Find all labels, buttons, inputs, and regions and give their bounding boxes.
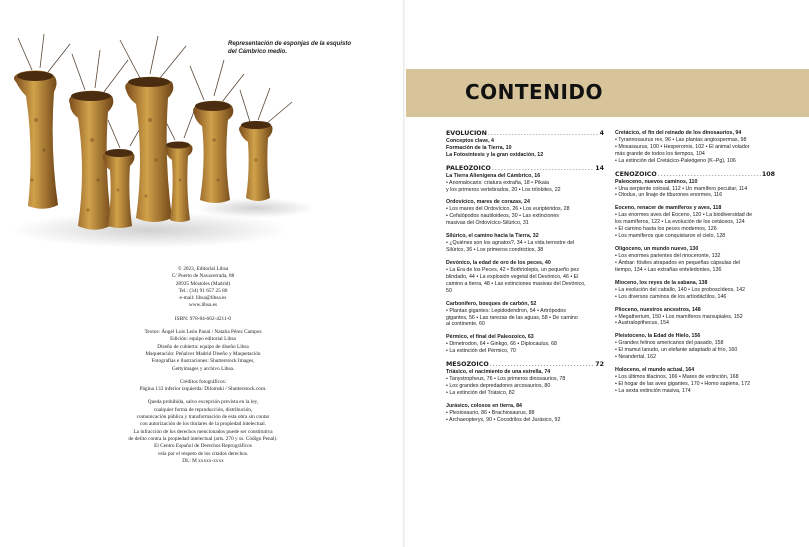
toc-line: • La Era de los Peces, 42 • Bothriolepis, un pequeño pez xyxy=(446,266,579,273)
section-title: CENOZOICO xyxy=(615,170,657,178)
toc-line: • La extinción del Pérmico, 70 xyxy=(446,348,516,355)
leader-dots xyxy=(488,130,599,138)
toc-line: La Fotosíntesis y la gran oxidación, 12 xyxy=(446,151,544,158)
credit-line: 28935 Móstoles (Madrid) xyxy=(175,280,231,287)
toc-entry xyxy=(446,233,604,254)
toc-line: • Otodus, un linaje de tiburones enormes, 116 xyxy=(615,192,723,199)
chapter-title: Eoceno, renacer de mamíferos y aves, 118 xyxy=(615,205,722,212)
toc-line: • Grandes felinos americanos del pasado, 158 xyxy=(615,340,724,347)
toc-entry xyxy=(615,367,775,395)
toc-entry xyxy=(446,403,604,424)
toc-line: Formación de la Tierra, 10 xyxy=(446,144,512,151)
illustration-caption xyxy=(228,40,378,56)
toc-entry xyxy=(615,246,775,274)
toc-line: Triásico, el nacimiento de una estrella, 74 xyxy=(446,369,551,376)
credit-line: de delito contra la propiedad intelectual (arts. 270 y ss. Código Penal). xyxy=(128,435,278,442)
toc-line: • Dimetrodon, 64 • Ginkgo, 66 • Diplocaulus, 68 xyxy=(446,341,557,348)
credit-line: C/ Puerto de Navacerrada, 88 xyxy=(171,273,235,280)
toc-column-2 xyxy=(615,130,775,401)
credit-line: DL: M xxxxx-xxxx xyxy=(182,457,224,464)
toc-line: • Tyrannosaurus rex, 96 • Las plantas angiospermas, 98 xyxy=(615,137,747,143)
chapter-title: Devónico, la edad de oro de los peces, 40 xyxy=(446,259,551,266)
section-page-number: 4 xyxy=(599,130,604,137)
credit-line: Queda prohibida, salvo excepción prevista en la ley, xyxy=(147,399,259,406)
toc-line: camino a tierra, 48 • Las extinciones masivas del Devónico, xyxy=(446,280,586,287)
toc-line: • Anomalocaris: criatura extraña, 18 • Pikaia xyxy=(446,179,549,186)
toc-line: al continente, 60 xyxy=(446,321,485,328)
toc-entry xyxy=(615,130,775,165)
toc-line: • Archaeopteryx, 90 • Cocodrilos del Jurásico, 92 xyxy=(446,416,561,423)
credit-line: www.libsa.es xyxy=(188,302,218,309)
chapter-title: Pleistoceno, la Edad de Hielo, 156 xyxy=(615,333,701,340)
toc-section-heading xyxy=(446,130,604,138)
credit-line: Diseño de cubierta: equipo de diseño Libsa xyxy=(157,343,249,350)
chapter-title: Oligoceno, un mundo nuevo, 130 xyxy=(615,245,699,252)
toc-line: • Los últimos tilacinos, 166 • Mares de extinción, 168 xyxy=(615,374,739,381)
credit-line: La infracción de los derechos mencionados puede ser constitutiva xyxy=(133,428,273,435)
chapter-title: Carbonífero, bosques de carbón, 52 xyxy=(446,300,537,307)
toc-entry xyxy=(615,333,775,361)
credit-line: Fotografías e ilustraciones: Shutterstock Images, xyxy=(151,358,255,365)
chapter-title: Jurásico, colosos en tierra, 84 xyxy=(446,402,522,409)
toc-line: blindado, 44 • La explosión vegetal del Devónico, 46 • El xyxy=(446,273,579,280)
credit-line: Gettyimages y archivo Libsa. xyxy=(171,365,235,372)
toc-entry xyxy=(615,171,775,200)
page-title: CONTENIDO xyxy=(465,80,604,104)
credit-line: © 2023, Editorial Libsa xyxy=(177,266,229,272)
toc-line: • Una serpiente colosal, 112 • Un mamífero peculiar, 114 xyxy=(615,185,748,192)
credit-line: ISBN: 978-84-662-4211-0 xyxy=(174,315,232,322)
credit-line: con autorización de los titulares de la propiedad intelectual. xyxy=(139,421,267,428)
toc-entry xyxy=(446,334,604,355)
toc-line: • Plesiosaurio, 86 • Brachiosaurus, 88 xyxy=(446,409,535,416)
legal-notice xyxy=(90,399,316,465)
toc-line: • Neandertal, 162 xyxy=(615,354,657,361)
credit-line: vela por el respeto de los citados derechos. xyxy=(157,450,249,457)
isbn xyxy=(90,316,316,323)
caption-line: Representación de esponjas de la esquisto xyxy=(228,41,352,47)
toc-line: • Los grandes depredadores arcosaurios, 80 xyxy=(446,382,551,389)
book-gutter xyxy=(403,0,405,547)
toc-line: • Australopithecus, 154 xyxy=(615,320,669,327)
toc-line: • Megatherium, 150 • Los mamíferos marsupiales, 152 xyxy=(615,313,743,320)
section-page-number: 72 xyxy=(595,361,604,369)
section-page-number: 108 xyxy=(761,170,775,178)
toc-line: • La extinción del Triásico, 82 xyxy=(446,389,515,396)
credit-line: Tel.: (34) 91 657 25 80 xyxy=(178,287,228,294)
toc-line: • Cefalópodos nautiloideos, 30 • Las extinciones xyxy=(446,213,559,220)
credits-block xyxy=(90,266,316,471)
toc-line: y los primeros vertebrados, 20 • Los trilobites, 22 xyxy=(446,186,561,193)
toc-section-heading xyxy=(615,171,775,179)
section-page-number: 14 xyxy=(595,164,604,172)
toc-line: • Los mares del Ordovícico, 26 • Los euriptéridos, 28 xyxy=(446,206,570,213)
credit-line: Maquetación: Peñalver Madrid Diseño y Maquetación xyxy=(145,350,261,357)
section-title: EVOLUCIÓN xyxy=(446,130,487,137)
toc-line: La Tierra Alienígena del Cámbrico, 16 xyxy=(446,172,541,179)
credit-line: e-mail: libsa@libsa.es xyxy=(179,295,227,302)
authors-info xyxy=(90,329,316,373)
section-title: MESOZOICO xyxy=(446,361,489,369)
sponges-illustration xyxy=(0,30,320,260)
credit-line: comunicación pública y transformación de esta obra sin contar xyxy=(136,414,270,421)
toc-line: Silúrico, 36 • Los primeros condrictios, 38 xyxy=(446,247,544,254)
chapter-title: Cretácico, el fin del reinado de los dinosaurios, 94 xyxy=(615,130,742,136)
chapter-title: Silúrico, el camino hacia la Tierra, 32 xyxy=(446,233,539,240)
credit-line: Página 133 inferior izquierda: Dilomski / Shutterstock.com. xyxy=(139,386,267,393)
toc-entry xyxy=(446,130,604,159)
chapter-title: Holoceno, el mundo actual, 164 xyxy=(615,367,695,374)
toc-line: más grande de todos los tiempos, 104 xyxy=(615,150,705,157)
leader-dots xyxy=(490,361,595,369)
toc-line: • El camino hasta los peces modernos, 126 xyxy=(615,226,717,233)
toc-line: • Mosasaurus, 100 • Hesperornis, 102 • El animal volador xyxy=(615,143,750,150)
toc-line: los mamíferos, 122 • La evolución de los cetáceos, 124 xyxy=(615,219,745,226)
toc-entry xyxy=(446,165,604,194)
credit-line: El Centro Español de Derechos Reprográficos xyxy=(154,443,252,450)
chapter-title: Plioceno, nuestros ancestros, 148 xyxy=(615,306,701,313)
photo-credits xyxy=(90,379,316,394)
caption-line: del Cámbrico medio. xyxy=(228,49,288,55)
chapter-title: Ordovícico, mares de corazas, 24 xyxy=(446,199,530,206)
toc-line: • Los enormes parientes del rinoceronte, 132 xyxy=(615,252,721,259)
credit-line: Edición: equipo editorial Libsa xyxy=(170,336,236,343)
publisher-info xyxy=(90,266,316,310)
toc-line: • Los mamíferos que conquistaron el cielo, 128 xyxy=(615,233,726,240)
toc-line: masivas del Ordovícico-Silúrico, 31 xyxy=(446,220,529,227)
toc-line: Conceptos clave, 4 xyxy=(446,138,494,144)
toc-line: • Ámbar: fósiles atrapados en pequeñas cápsulas del xyxy=(615,259,740,266)
toc-section-heading xyxy=(446,361,604,369)
toc-line: • La evolución del caballo, 140 • Los proboscídeos, 142 xyxy=(615,286,746,293)
credit-line: Créditos fotográficos: xyxy=(179,378,227,385)
section-title: PALEOZOICO xyxy=(446,164,491,172)
toc-entry xyxy=(615,205,775,240)
toc-entry xyxy=(446,361,604,397)
toc-line: tiempo, 134 • Las extrañas enteledontes, 136 xyxy=(615,266,722,273)
toc-column-1 xyxy=(446,130,604,430)
toc-section-heading xyxy=(446,165,604,173)
toc-line: • El hogar de las aves gigantes, 170 • Homo sapiens, 172 xyxy=(615,380,751,387)
credit-line: Textos: Ángel Luis León Panal / Natalia Pérez Campos xyxy=(144,329,262,336)
chapter-title: Pérmico, el final del Paleozoico, 63 xyxy=(446,334,534,341)
toc-entry xyxy=(615,280,775,301)
toc-line: Paleoceno, nuevos caminos, 110 xyxy=(615,178,698,185)
toc-entry xyxy=(446,260,604,295)
toc-line: • Los diversos caminos de los artiodáctilos, 146 xyxy=(615,293,727,300)
toc-entry xyxy=(446,199,604,227)
toc-entry xyxy=(446,301,604,329)
credit-line: cualquier forma de reproducción, distribución, xyxy=(153,406,253,413)
toc-line: • Tanystropheus, 76 • Los primeros dinosaurios, 78 xyxy=(446,376,566,383)
leader-dots xyxy=(658,171,761,179)
toc-line: • ¿Quiénes son los agnatos?, 34 • La vida terrestre del xyxy=(446,240,575,247)
toc-line: • Las enormes aves del Eoceno, 120 • La biodiversidad de xyxy=(615,212,753,219)
toc-line: gigantes, 56 • Las rarezas de las aguas, 58 • De camino xyxy=(446,314,578,321)
toc-line: • La sexta extinción masiva, 174 xyxy=(615,387,691,394)
toc-line: 50 xyxy=(446,287,452,294)
toc-line: • El mamut lanudo, un elefante adaptado al frío, 160 xyxy=(615,347,738,354)
toc-entry xyxy=(615,307,775,328)
chapter-title: Mioceno, los reyes de la sabana, 138 xyxy=(615,279,708,286)
leader-dots xyxy=(492,165,594,173)
toc-line: • La extinción del Cretácico-Paleógeno (K–Pg), 106 xyxy=(615,157,736,164)
toc-line: • Plantas gigantes: Lepidodendron, 54 • Artrópodos xyxy=(446,307,567,314)
